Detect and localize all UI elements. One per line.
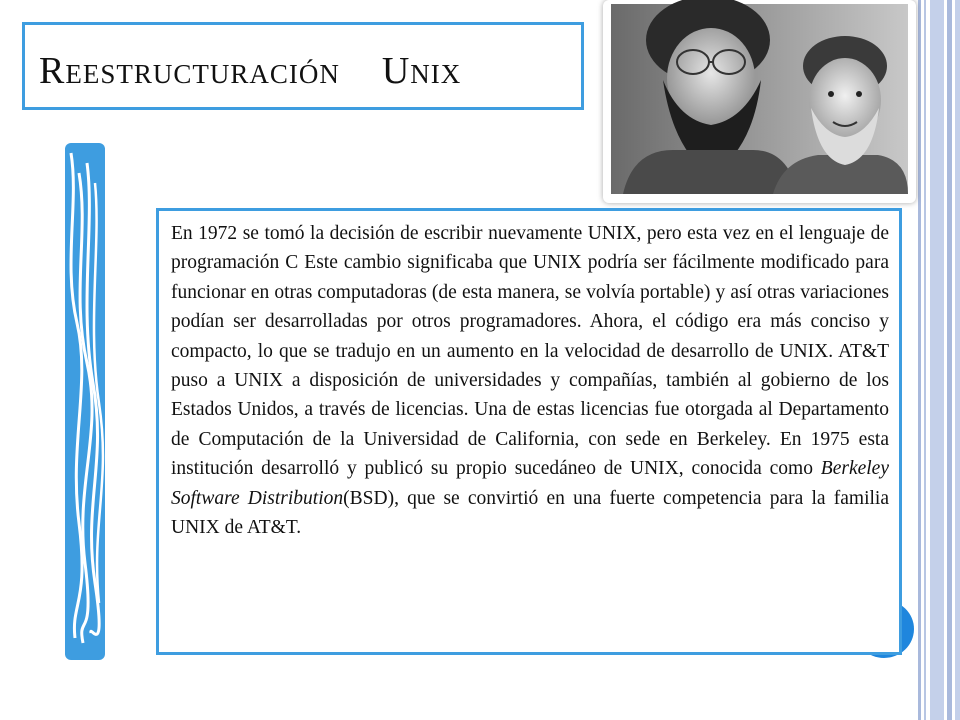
portrait-photo	[603, 0, 916, 203]
body-text-box	[156, 208, 902, 655]
edge-stripe	[924, 0, 926, 720]
paragraph-text: En 1972 se tomó la decisión de escribir nuevamente UNIX, pero esta vez en el lenguaje de programación C Este cambio significaba que UNIX podría ser fácilmente modificado para funcionar en otras computadoras (de esta manera, se volvía portable) y así otras variaciones podían ser desarrolladas por otros programadores. Ahora, el código era más conciso y compacto, lo que se tradujo en un aumento en la velocidad de desarrollo de UNIX. AT&T puso a UNIX a disposición de universidades y compañías, también al gobierno de los Estados Unidos, a través de licencias. Una de estas licencias fue otorgada al Departamento de Computación de la Universidad de California, con sede en Berkeley. En 1975 esta institución desarrolló y publicó su propio sucedáneo de UNIX, conocida como	[171, 223, 889, 480]
ribbon-icon	[65, 143, 105, 660]
body-paragraph	[171, 219, 889, 542]
right-edge-decoration	[918, 0, 960, 720]
edge-stripe	[930, 0, 944, 720]
edge-stripe	[955, 0, 960, 720]
paragraph-italic-text: Berkeley Software Distribution	[171, 458, 889, 509]
edge-stripe	[918, 0, 921, 720]
slide-title: Reestructuración Unix	[39, 50, 462, 92]
title-box	[22, 22, 584, 110]
portrait-photo-image	[603, 0, 916, 203]
decorative-ribbon-bar	[65, 143, 105, 660]
paragraph-text-end: (BSD), que se convirtió en una fuerte competencia para la familia UNIX de AT&T.	[171, 487, 889, 539]
edge-stripe	[947, 0, 952, 720]
